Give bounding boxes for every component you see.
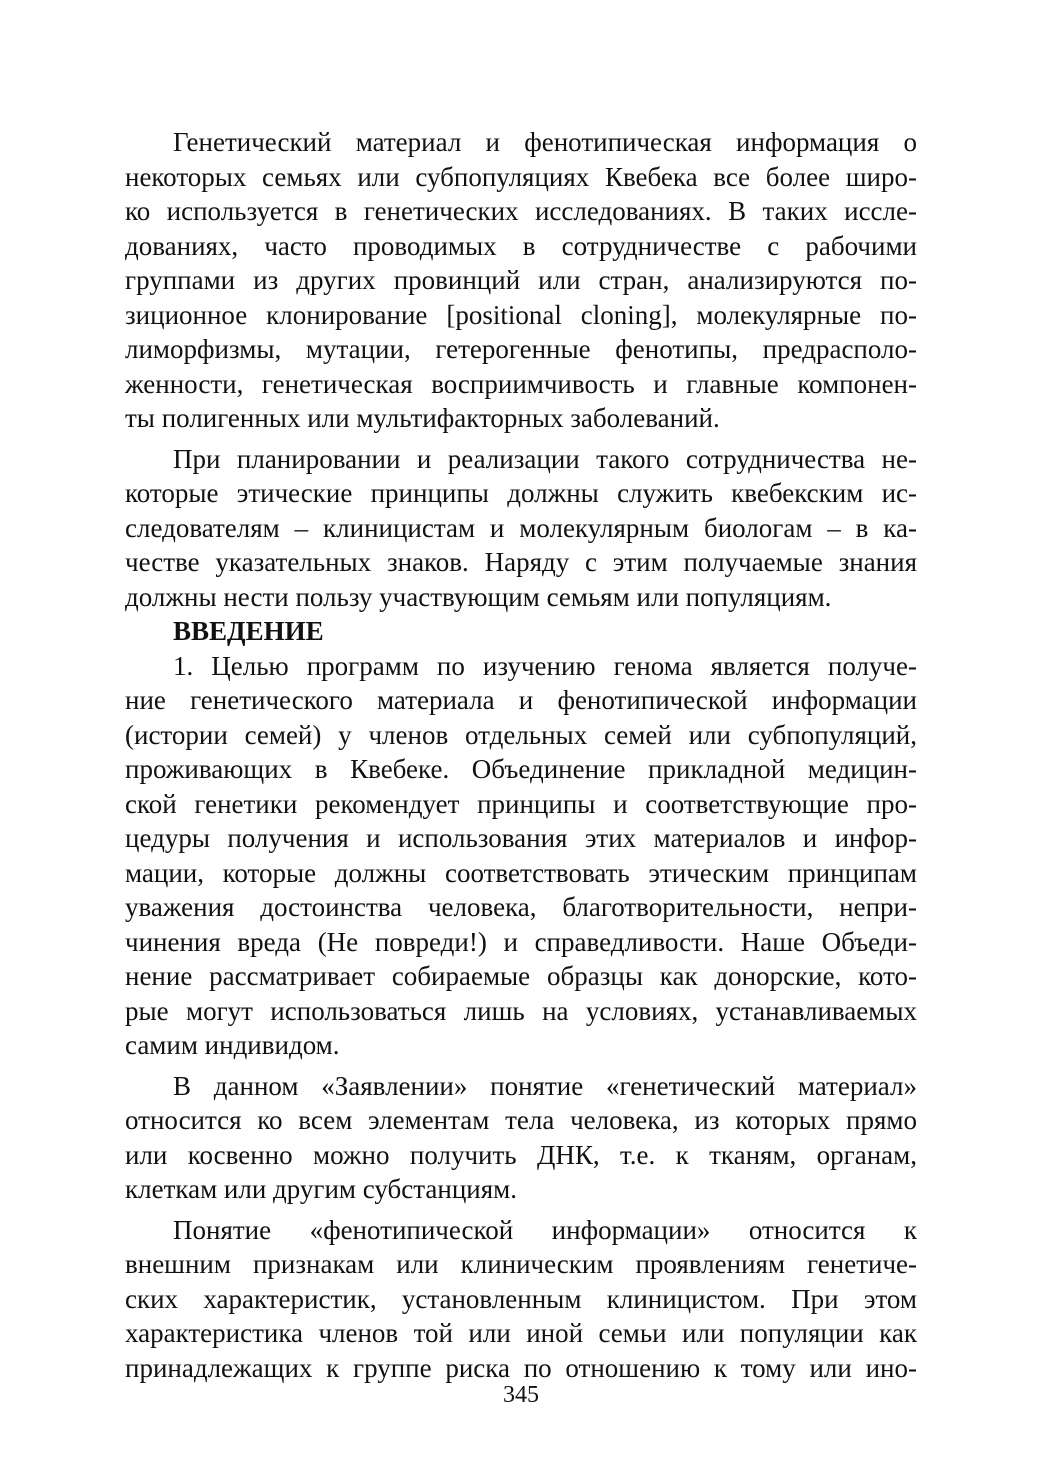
text-line: внешним признакам или клиническим проявлениям генетиче- bbox=[125, 1249, 917, 1279]
text-line: мации, которые должны соответствовать этическим принципам bbox=[125, 857, 917, 888]
document-page bbox=[125, 125, 917, 1415]
paragraph-2 bbox=[125, 442, 917, 615]
paragraph-5 bbox=[125, 1213, 917, 1386]
text-line: принадлежащих к группе риска по отношению к тому или ино- bbox=[125, 1352, 917, 1383]
section-heading: ВВЕДЕНИЕ bbox=[173, 616, 324, 646]
text-line: ских характеристик, установленным клиницистом. При этом bbox=[125, 1283, 917, 1314]
text-line: ты полигенных или мультифакторных заболеваний. bbox=[125, 403, 720, 433]
text-line: честве указательных знаков. Наряду с этим получаемые знания bbox=[125, 547, 917, 577]
text-line: дованиях, часто проводимых в сотрудничестве с рабочими bbox=[125, 230, 917, 261]
text-line: При планировании и реализации такого сотрудничества не- bbox=[173, 443, 917, 474]
text-line: 1. Целью программ по изучению генома является получе- bbox=[173, 650, 917, 681]
text-line: рые могут использоваться лишь на условиях, устанавливаемых bbox=[125, 995, 917, 1026]
text-line: ние генетического материала и фенотипической информации bbox=[125, 685, 917, 715]
text-line: В данном «Заявлении» понятие «генетический материал» bbox=[173, 1070, 917, 1101]
text-line: нение рассматривает собираемые образцы как донорские, кото- bbox=[125, 961, 917, 991]
text-line: ской генетики рекомендует принципы и соответствующие про- bbox=[125, 788, 917, 819]
paragraph-3 bbox=[125, 649, 917, 1063]
text-line: проживающих в Квебеке. Объединение прикладной медицин- bbox=[125, 754, 917, 784]
text-line: чинения вреда (Не повреди!) и справедливости. Наше Объеди- bbox=[125, 926, 917, 957]
text-line: Понятие «фенотипической информации» относится к bbox=[173, 1214, 917, 1245]
text-line: лиморфизмы, мутации, гетерогенные фенотипы, предрасполо- bbox=[125, 334, 917, 364]
text-line: должны нести пользу участвующим семьям или популяциям. bbox=[125, 581, 832, 612]
paragraph-4 bbox=[125, 1069, 917, 1207]
text-line: ко используется в генетических исследованиях. В таких иссле- bbox=[125, 196, 917, 226]
page-number: 345 bbox=[503, 1382, 539, 1408]
text-line: клеткам или другим субстанциям. bbox=[125, 1174, 517, 1204]
text-line: женности, генетическая восприимчивость и главные компонен- bbox=[125, 368, 917, 399]
text-line: зиционное клонирование [positional cloning], молекулярные по- bbox=[125, 299, 917, 330]
text-line: самим индивидом. bbox=[125, 1030, 340, 1060]
text-line: которые этические принципы должны служить квебекским ис- bbox=[125, 478, 917, 508]
text-line: характеристика членов той или иной семьи или популяции как bbox=[125, 1318, 917, 1348]
text-line: Генетический материал и фенотипическая информация о bbox=[173, 127, 917, 157]
text-line: относится ко всем элементам тела человека, из которых прямо bbox=[125, 1105, 917, 1135]
text-line: следователям – клиницистам и молекулярным биологам – в ка- bbox=[125, 512, 917, 543]
paragraph-1 bbox=[125, 125, 917, 436]
text-line: уважения достоинства человека, благотворительности, непри- bbox=[125, 892, 917, 922]
text-line: или косвенно можно получить ДНК, т.е. к тканям, органам, bbox=[125, 1139, 917, 1170]
text-line: (истории семей) у членов отдельных семей или субпопуляций, bbox=[125, 719, 917, 750]
text-line: группами из других провинций или стран, анализируются по- bbox=[125, 265, 917, 295]
text-line: некоторых семьях или субпопуляциях Квебека все более широ- bbox=[125, 161, 917, 192]
text-line: цедуры получения и использования этих материалов и инфор- bbox=[125, 823, 917, 853]
